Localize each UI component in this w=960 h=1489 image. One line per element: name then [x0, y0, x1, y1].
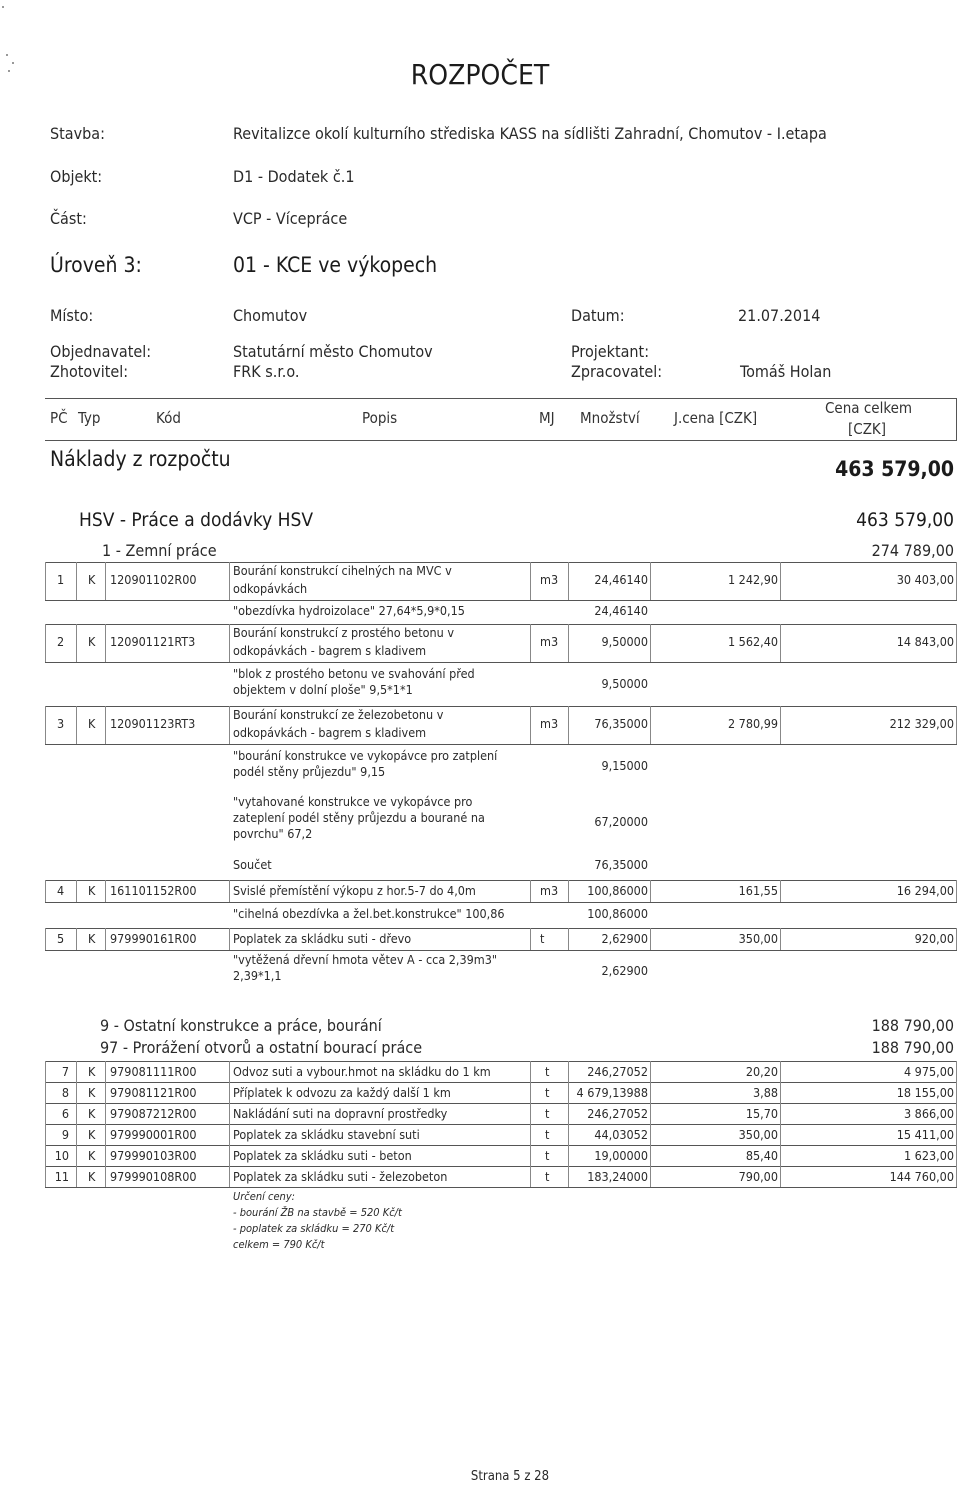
- row-top-line: [45, 562, 957, 563]
- row-top-line: [45, 624, 957, 625]
- row-separator: [105, 1145, 106, 1166]
- row-top-line: [45, 928, 957, 929]
- datum-label: Datum:: [571, 306, 625, 325]
- row-popis: Bourání konstrukcí cihelných na MVC v: [233, 563, 452, 578]
- row-mj: t: [545, 1106, 550, 1121]
- zhotovitel-label: Zhotovitel:: [50, 362, 129, 381]
- subrow-value: 9,50000: [601, 676, 648, 691]
- row-separator: [956, 1103, 957, 1124]
- subrow-value: 9,15000: [601, 758, 648, 773]
- row-popis: Příplatek k odvozu za každý další 1 km: [233, 1085, 451, 1100]
- subrow-value: 24,46140: [594, 603, 648, 618]
- row-separator: [105, 562, 106, 600]
- col-popis: Popis: [362, 409, 398, 427]
- row-kod: 979087212R00: [110, 1106, 197, 1121]
- row-popis: Svislé přemístění výkopu z hor.5-7 do 4,0m: [233, 883, 476, 898]
- row-separator: [45, 624, 46, 662]
- note-line: Určení ceny:: [233, 1190, 296, 1203]
- row-popis: Odvoz suti a vybour.hmot na skládku do 1 km: [233, 1064, 491, 1079]
- row-separator: [956, 928, 957, 950]
- row-separator: [780, 1061, 781, 1082]
- row-separator: [780, 624, 781, 662]
- row-separator: [530, 706, 531, 744]
- row-separator: [105, 706, 106, 744]
- row-jcena: 350,00: [738, 931, 778, 946]
- objednavatel-label: Objednavatel:: [50, 342, 152, 361]
- row-separator: [229, 1103, 230, 1124]
- row-separator: [229, 928, 230, 950]
- row-mnozstvi: 24,46140: [594, 572, 648, 587]
- row-separator: [650, 1145, 651, 1166]
- row-mj: m3: [540, 716, 559, 731]
- subrow-value: 2,62900: [601, 963, 648, 978]
- row-popis: Poplatek za skládku suti - dřevo: [233, 931, 412, 946]
- ostatni-total: 188 790,00: [871, 1016, 954, 1035]
- row-separator: [956, 1124, 957, 1145]
- row-popis: Bourání konstrukcí z prostého betonu v: [233, 625, 454, 640]
- row-jcena: 20,20: [745, 1064, 778, 1079]
- row-popis: Poplatek za skládku suti - beton: [233, 1148, 412, 1163]
- row-kod: 120901121RT3: [110, 634, 196, 649]
- row-jcena: 161,55: [738, 883, 778, 898]
- row-separator: [780, 928, 781, 950]
- row-pc: 8: [61, 1085, 69, 1100]
- row-typ: K: [88, 883, 96, 898]
- row-separator: [76, 1166, 77, 1187]
- subrow-text: "vytěžená dřevní hmota větev A - cca 2,39m3" 2,39*1,1: [233, 952, 498, 983]
- row-separator: [530, 1103, 531, 1124]
- subrow-text: Součet: [233, 857, 272, 872]
- row-typ: K: [88, 1106, 96, 1121]
- row-separator: [956, 562, 957, 600]
- row-separator: [229, 562, 230, 600]
- row-kod: 120901102R00: [110, 572, 197, 587]
- row-separator: [76, 1061, 77, 1082]
- subrow-value: 76,35000: [594, 857, 648, 872]
- row-pc: 11: [54, 1169, 69, 1184]
- uroven-value: 01 - KCE ve výkopech: [233, 253, 438, 277]
- page-footer: Strana 5 z 28: [470, 1469, 550, 1484]
- row-jcena: 350,00: [738, 1127, 778, 1142]
- row-separator: [76, 562, 77, 600]
- row-separator: [780, 1082, 781, 1103]
- row-typ: K: [88, 1148, 96, 1163]
- naklady-total: 463 579,00: [835, 457, 954, 481]
- row-pc: 9: [61, 1127, 69, 1142]
- row-jcena: 1 562,40: [727, 634, 778, 649]
- row-separator: [530, 1061, 531, 1082]
- col-jcena: J.cena [CZK]: [674, 409, 758, 427]
- row-separator: [530, 1082, 531, 1103]
- row-separator: [76, 1124, 77, 1145]
- row-separator: [530, 1124, 531, 1145]
- row-separator: [229, 1082, 230, 1103]
- row-top-line: [45, 1082, 957, 1083]
- row-jcena: 790,00: [738, 1169, 778, 1184]
- row-jcena: 85,40: [745, 1148, 778, 1163]
- scan-speck: [2, 6, 4, 8]
- row-separator: [650, 562, 651, 600]
- row-mnozstvi: 246,27052: [587, 1106, 648, 1121]
- row-pc: 6: [61, 1106, 69, 1121]
- prorazeni-total: 188 790,00: [871, 1038, 954, 1057]
- row-separator: [650, 928, 651, 950]
- row-kod: 979990108R00: [110, 1169, 197, 1184]
- hsv-total: 463 579,00: [856, 509, 954, 531]
- col-cena-2: [CZK]: [848, 420, 887, 438]
- row-popis: Nakládání suti na dopravní prostředky: [233, 1106, 448, 1121]
- row-separator: [45, 562, 46, 600]
- row-kod: 979081121R00: [110, 1085, 197, 1100]
- note-line: - poplatek za skládku = 270 Kč/t: [233, 1222, 395, 1235]
- row-separator: [956, 624, 957, 662]
- row-kod: 979990001R00: [110, 1127, 197, 1142]
- row-cena: 18 155,00: [896, 1085, 954, 1100]
- row-popis: Poplatek za skládku suti - železobeton: [233, 1169, 448, 1184]
- row-mnozstvi: 44,03052: [594, 1127, 648, 1142]
- row-separator: [780, 706, 781, 744]
- row-pc: 2: [57, 634, 65, 649]
- row-separator: [956, 1082, 957, 1103]
- row-cena: 4 975,00: [903, 1064, 954, 1079]
- row-separator: [650, 1166, 651, 1187]
- row-separator: [956, 1166, 957, 1187]
- subrow-text: "blok z prostého betonu ve svahování před objektem v dolní ploše" 9,5*1*1: [233, 666, 475, 697]
- row-typ: K: [88, 931, 96, 946]
- row-separator: [229, 706, 230, 744]
- row-mj: t: [545, 1127, 550, 1142]
- zemni-total: 274 789,00: [871, 541, 954, 560]
- objekt-value: D1 - Dodatek č.1: [233, 167, 355, 186]
- col-mnozstvi: Množství: [580, 409, 640, 427]
- row-popis: odkopávkách: [233, 581, 308, 596]
- cast-label: Část:: [50, 209, 87, 228]
- row-separator: [780, 880, 781, 902]
- row-bottom-line: [45, 950, 957, 951]
- subrow-text: "vytahované konstrukce ve vykopávce pro zateplení podél stěny průjezdu a bourané na povrchu" 67,2: [233, 794, 485, 841]
- row-separator: [650, 1061, 651, 1082]
- row-pc: 7: [61, 1064, 69, 1079]
- row-popis: odkopávkách - bagrem s kladivem: [233, 725, 427, 740]
- row-separator: [650, 706, 651, 744]
- row-separator: [229, 1145, 230, 1166]
- header-right-line: [956, 398, 957, 440]
- projektant-label: Projektant:: [571, 342, 650, 361]
- row-mnozstvi: 19,00000: [594, 1148, 648, 1163]
- subrow-text: "bourání konstrukce ve vykopávce pro zatplení podél stěny průjezdu" 9,15: [233, 748, 498, 779]
- stavba-label: Stavba:: [50, 124, 105, 143]
- row-top-line: [45, 1061, 957, 1062]
- row-separator: [229, 880, 230, 902]
- row-jcena: 15,70: [745, 1106, 778, 1121]
- row-kod: 161101152R00: [110, 883, 197, 898]
- row-mnozstvi: 4 679,13988: [576, 1085, 648, 1100]
- zemni-label: 1 - Zemní práce: [102, 541, 217, 560]
- col-kod: Kód: [156, 409, 181, 427]
- misto-label: Místo:: [50, 306, 94, 325]
- row-separator: [76, 706, 77, 744]
- row-pc: 1: [57, 572, 65, 587]
- row-separator: [229, 1124, 230, 1145]
- row-separator: [229, 1061, 230, 1082]
- row-jcena: 1 242,90: [727, 572, 778, 587]
- row-mj: m3: [540, 634, 559, 649]
- row-separator: [650, 1103, 651, 1124]
- row-cena: 144 760,00: [889, 1169, 954, 1184]
- row-separator: [76, 1103, 77, 1124]
- row-separator: [105, 1124, 106, 1145]
- row-top-line: [45, 1166, 957, 1167]
- row-separator: [229, 624, 230, 662]
- hsv-label: HSV - Práce a dodávky HSV: [79, 509, 314, 531]
- subrow-value: 67,20000: [594, 814, 648, 829]
- row-separator: [76, 928, 77, 950]
- row-mj: m3: [540, 572, 559, 587]
- zpracovatel-value: Tomáš Holan: [740, 362, 832, 381]
- row-jcena: 2 780,99: [727, 716, 778, 731]
- row-separator: [650, 1082, 651, 1103]
- row-separator: [105, 1061, 106, 1082]
- zpracovatel-label: Zpracovatel:: [571, 362, 663, 381]
- stavba-value: Revitalizce okolí kulturního střediska KASS na sídlišti Zahradní, Chomutov - I.etapa: [233, 124, 827, 143]
- row-separator: [956, 1145, 957, 1166]
- row-separator: [45, 880, 46, 902]
- row-typ: K: [88, 1064, 96, 1079]
- prorazeni-label: 97 - Prorážení otvorů a ostatní bourací práce: [100, 1038, 423, 1057]
- page-title: ROZPOČET: [410, 58, 550, 91]
- row-separator: [105, 624, 106, 662]
- row-kod: 979081111R00: [110, 1064, 197, 1079]
- ostatni-label: 9 - Ostatní konstrukce a práce, bourání: [100, 1016, 382, 1035]
- row-bottom-line: [45, 1187, 957, 1188]
- row-popis: odkopávkách - bagrem s kladivem: [233, 643, 427, 658]
- row-separator: [780, 1124, 781, 1145]
- row-separator: [780, 1166, 781, 1187]
- header-top-line: [45, 398, 957, 399]
- header-bottom-line: [45, 440, 957, 441]
- row-cena: 3 866,00: [903, 1106, 954, 1121]
- row-separator: [530, 1145, 531, 1166]
- row-kod: 979990103R00: [110, 1148, 197, 1163]
- zhotovitel-value: FRK s.r.o.: [233, 362, 300, 381]
- row-separator: [45, 706, 46, 744]
- row-mj: m3: [540, 883, 559, 898]
- row-pc: 4: [57, 883, 65, 898]
- row-typ: K: [88, 1127, 96, 1142]
- row-bottom-line: [45, 600, 957, 601]
- row-separator: [956, 880, 957, 902]
- row-mnozstvi: 9,50000: [601, 634, 648, 649]
- col-cena-1: Cena celkem: [825, 399, 913, 417]
- row-kod: 979990161R00: [110, 931, 197, 946]
- row-mj: t: [545, 1169, 550, 1184]
- row-separator: [530, 624, 531, 662]
- row-popis: Poplatek za skládku stavební suti: [233, 1127, 420, 1142]
- row-separator: [650, 880, 651, 902]
- subrow-value: 100,86000: [587, 906, 648, 921]
- row-separator: [780, 562, 781, 600]
- subrow-text: "obezdívka hydroizolace" 27,64*5,9*0,15: [233, 603, 465, 618]
- row-separator: [76, 1145, 77, 1166]
- row-cena: 16 294,00: [896, 883, 954, 898]
- misto-value: Chomutov: [233, 306, 308, 325]
- objednavatel-value: Statutární město Chomutov: [233, 342, 433, 361]
- row-separator: [780, 1103, 781, 1124]
- row-mnozstvi: 246,27052: [587, 1064, 648, 1079]
- row-pc: 3: [57, 716, 65, 731]
- uroven-label: Úroveň 3:: [50, 253, 142, 277]
- col-mj: MJ: [539, 409, 555, 427]
- row-separator: [956, 706, 957, 744]
- row-separator: [105, 1103, 106, 1124]
- row-top-line: [45, 1103, 957, 1104]
- row-separator: [45, 928, 46, 950]
- scan-speck: [6, 54, 8, 56]
- note-line: celkem = 790 Kč/t: [233, 1238, 325, 1251]
- row-separator: [956, 1061, 957, 1082]
- cast-value: VCP - Vícepráce: [233, 209, 348, 228]
- row-cena: 212 329,00: [889, 716, 954, 731]
- row-cena: 14 843,00: [896, 634, 954, 649]
- row-pc: 10: [54, 1148, 69, 1163]
- row-mnozstvi: 76,35000: [594, 716, 648, 731]
- note-line: - bourání ŽB na stavbě = 520 Kč/t: [233, 1206, 402, 1219]
- row-separator: [76, 1082, 77, 1103]
- row-separator: [650, 624, 651, 662]
- datum-value: 21.07.2014: [738, 306, 821, 325]
- row-typ: K: [88, 634, 96, 649]
- objekt-label: Objekt:: [50, 167, 103, 186]
- row-separator: [105, 928, 106, 950]
- row-top-line: [45, 1145, 957, 1146]
- row-separator: [76, 880, 77, 902]
- row-separator: [76, 624, 77, 662]
- row-pc: 5: [57, 931, 65, 946]
- row-bottom-line: [45, 744, 957, 745]
- row-separator: [530, 562, 531, 600]
- row-separator: [229, 1166, 230, 1187]
- row-separator: [105, 1166, 106, 1187]
- row-kod: 120901123RT3: [110, 716, 196, 731]
- row-cena: 15 411,00: [896, 1127, 954, 1142]
- row-cena: 30 403,00: [896, 572, 954, 587]
- row-bottom-line: [45, 902, 957, 903]
- row-mnozstvi: 100,86000: [587, 883, 648, 898]
- row-separator: [105, 880, 106, 902]
- row-typ: K: [88, 1085, 96, 1100]
- row-cena: 1 623,00: [903, 1148, 954, 1163]
- row-separator: [530, 928, 531, 950]
- row-typ: K: [88, 716, 96, 731]
- row-mnozstvi: 183,24000: [587, 1169, 648, 1184]
- row-top-line: [45, 1124, 957, 1125]
- row-separator: [530, 880, 531, 902]
- row-bottom-line: [45, 662, 957, 663]
- naklady-label: Náklady z rozpočtu: [50, 447, 231, 471]
- row-mj: t: [545, 1064, 550, 1079]
- subrow-text: "cihelná obezdívka a žel.bet.konstrukce" 100,86: [233, 906, 505, 921]
- row-typ: K: [88, 572, 96, 587]
- col-typ: Typ: [78, 409, 101, 427]
- col-pc: PČ: [50, 409, 68, 427]
- row-jcena: 3,88: [752, 1085, 778, 1100]
- row-separator: [105, 1082, 106, 1103]
- row-mj: t: [545, 1148, 550, 1163]
- row-mj: t: [540, 931, 545, 946]
- row-popis: Bourání konstrukcí ze železobetonu v: [233, 707, 444, 722]
- row-mj: t: [545, 1085, 550, 1100]
- row-mnozstvi: 2,62900: [601, 931, 648, 946]
- row-top-line: [45, 706, 957, 707]
- row-typ: K: [88, 1169, 96, 1184]
- row-separator: [530, 1166, 531, 1187]
- row-separator: [780, 1145, 781, 1166]
- row-separator: [650, 1124, 651, 1145]
- row-cena: 920,00: [914, 931, 954, 946]
- row-top-line: [45, 880, 957, 881]
